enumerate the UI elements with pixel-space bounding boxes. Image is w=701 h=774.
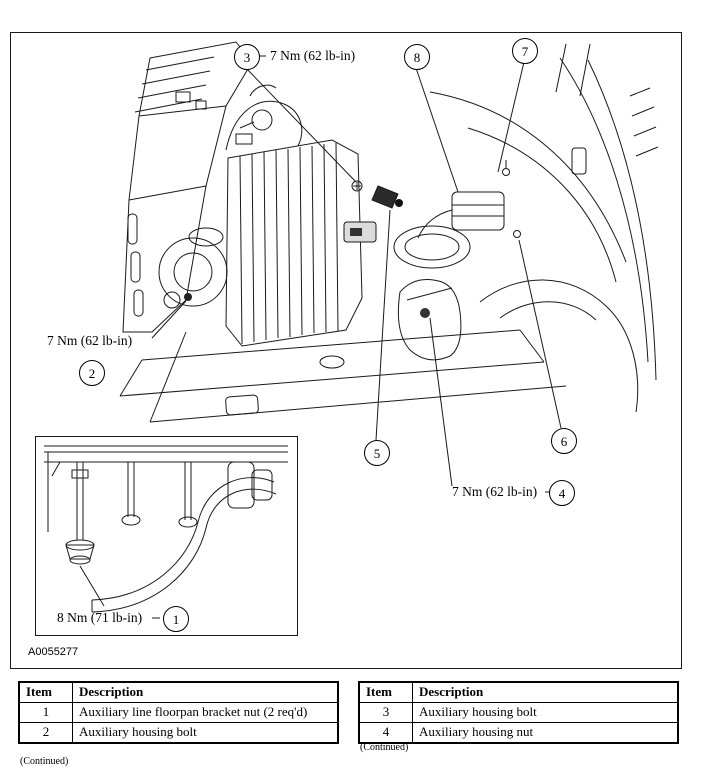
figure-border bbox=[11, 33, 682, 669]
item-number: 4 bbox=[359, 723, 413, 744]
item-description: Auxiliary housing nut bbox=[413, 723, 679, 744]
callout-4: 4 bbox=[549, 480, 575, 506]
table-row bbox=[359, 703, 678, 723]
item-description: Auxiliary housing bolt bbox=[73, 723, 339, 744]
table-header-row bbox=[19, 682, 338, 703]
continued-note-right: (Continued) bbox=[360, 742, 409, 753]
parts-table-left bbox=[18, 681, 339, 744]
table-row bbox=[359, 723, 678, 744]
torque-label-3: 7 Nm (62 lb-in) bbox=[270, 48, 356, 63]
inset-detail-border bbox=[36, 437, 298, 636]
item-description: Auxiliary line floorpan bracket nut (2 req'd) bbox=[73, 703, 339, 723]
col-header-description: Description bbox=[413, 682, 679, 703]
torque-label-1: 8 Nm (71 lb-in) bbox=[57, 610, 143, 625]
table-header-row bbox=[359, 682, 678, 703]
item-description: Auxiliary housing bolt bbox=[413, 703, 679, 723]
item-number: 3 bbox=[359, 703, 413, 723]
item-number: 2 bbox=[19, 723, 73, 744]
torque-label-2: 7 Nm (62 lb-in) bbox=[47, 333, 133, 348]
table-row bbox=[19, 723, 338, 744]
callout-3: 3 bbox=[234, 44, 260, 70]
table-row bbox=[19, 703, 338, 723]
callout-2: 2 bbox=[79, 360, 105, 386]
torque-label-4: 7 Nm (62 lb-in) bbox=[452, 484, 538, 499]
col-header-item: Item bbox=[359, 682, 413, 703]
callout-6: 6 bbox=[551, 428, 577, 454]
callout-7: 7 bbox=[512, 38, 538, 64]
parts-table-right bbox=[358, 681, 679, 744]
col-header-item: Item bbox=[19, 682, 73, 703]
item-number: 1 bbox=[19, 703, 73, 723]
callout-1: 1 bbox=[163, 606, 189, 632]
col-header-description: Description bbox=[73, 682, 339, 703]
callout-5: 5 bbox=[364, 440, 390, 466]
callout-8: 8 bbox=[404, 44, 430, 70]
continued-note-left: (Continued) bbox=[20, 756, 69, 767]
figure-code: A0055277 bbox=[28, 646, 79, 658]
